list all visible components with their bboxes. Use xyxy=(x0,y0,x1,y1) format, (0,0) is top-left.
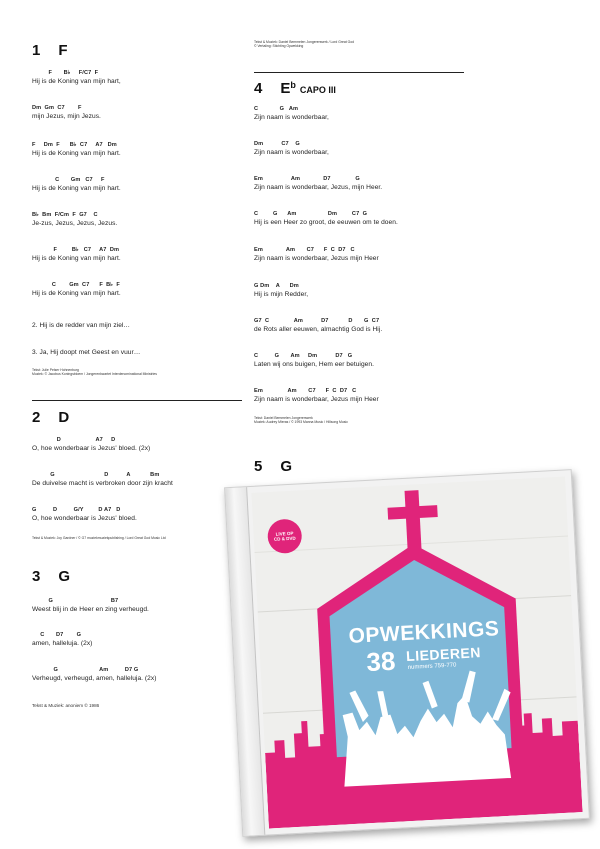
song-2-lyric: De duivelse macht is verbroken door zijn kracht xyxy=(32,480,173,487)
song-4-lyric: Zijn naam is wonderbaar, xyxy=(254,149,329,156)
song-4-number: 4 xyxy=(254,80,263,97)
song-4-lyric: Zijn naam is wonderbaar, Jezus mijn Heer xyxy=(254,255,379,262)
song-1-lyric: mijn Jezus, mijn Jezus. xyxy=(32,113,101,120)
song-4-lyric: Zijn naam is wonderbaar, Jezus, mijn Heer. xyxy=(254,184,383,191)
cd-artwork xyxy=(251,476,582,828)
song-1-lyric: Hij is de Koning van mijn hart. xyxy=(32,185,121,192)
song-1-heading xyxy=(32,42,68,59)
song-3-heading xyxy=(32,568,70,585)
song-3-chords: G B7 xyxy=(32,598,119,604)
song-1-lyric: Hij is de Koning van mijn hart. xyxy=(32,255,121,262)
song-1-chords: C Gm C7 F xyxy=(32,177,105,183)
song-1-chords: F B♭ C7 A7 Dm xyxy=(32,247,120,253)
song-5-number: 5 xyxy=(254,458,263,475)
song-1-lyric: Hij is de Koning van mijn hart. xyxy=(32,150,121,157)
song-4-lyric: Hij is een Heer zo groot, de eeuwen om te doen. xyxy=(254,219,398,226)
song-4-lyric: Hij is mijn Redder, xyxy=(254,291,309,298)
song-1-lyric: Hij is de Koning van mijn hart, xyxy=(32,78,121,85)
song-1-number: 1 xyxy=(32,42,41,59)
song-2-number: 2 xyxy=(32,409,41,426)
song-4-lyric: Laten wij ons buigen, Hem eer betuigen. xyxy=(254,361,374,368)
badge-line-1: LIVE OP xyxy=(275,530,294,537)
song-5-heading xyxy=(254,458,292,475)
song-1-chords: B♭ Bm F/Cm F G7 C xyxy=(32,212,98,218)
song-3-lyric: Weest blij in de Heer en zing verheugd. xyxy=(32,606,149,613)
song-3-credit: Tekst & Muziek: anoniem © 1986 xyxy=(32,703,100,708)
divider xyxy=(254,72,464,73)
song-1-chords: F B♭ F/C7 F xyxy=(32,70,99,76)
song-4-heading xyxy=(254,80,336,97)
song-4-chords: G Dm A Dm xyxy=(254,283,299,289)
header-credit: Tekst & Muziek: Daniel Bemmelen Jongerenwerk / Lord Great God © Vertaling: Stichting Opwekking xyxy=(254,40,355,49)
song-1-chords: F Dm F B♭ C7 A7 Dm xyxy=(32,142,117,148)
song-1-chords: Dm Gm C7 F xyxy=(32,105,82,111)
song-2-lyric: O, hoe wonderbaar is Jezus' bloed. (2x) xyxy=(32,445,151,452)
cd-title: OPWEKKINGS xyxy=(348,617,500,649)
song-4-key-flat: b xyxy=(290,80,296,90)
song-2-lyric: O, hoe wonderbaar is Jezus' bloed. xyxy=(32,515,137,522)
cd-subtitle: LIEDEREN xyxy=(405,644,482,665)
song-2-credit: Tekst & Muziek: Joy Gardner / © G7 muziekmuziekpublishing / Lord Great God Music Ltd xyxy=(32,536,166,540)
song-4-chords: C G Am xyxy=(254,106,299,112)
song-3-chords: C D7 G xyxy=(32,632,82,638)
song-4-lyric: de Rots aller eeuwen, almachtig God is Hij. xyxy=(254,326,383,333)
song-4-chords: C G Am Dm C7 G xyxy=(254,211,368,217)
song-1-chords: C Gm C7 F B♭ F xyxy=(32,282,120,288)
song-3-lyric: Verheugd, verheugd, amen, halleluja. (2x) xyxy=(32,675,157,682)
song-2-key: D xyxy=(58,409,70,426)
song-1-credit: Tekst: Julie Pelser Hohnenburg Muziek: © Jacobus Koningsbloem / Jongerenkwartet Interdenominational Ministries xyxy=(32,368,157,377)
song-4-chords: G7 C Am D7 D G C7 xyxy=(254,318,380,324)
song-4-chords: Em Am C7 F C D7 C xyxy=(254,247,355,253)
song-4-chords: Dm C7 G xyxy=(254,141,300,147)
song-3-number: 3 xyxy=(32,568,41,585)
cd-cover xyxy=(224,469,590,837)
song-2-chords: D A7 D xyxy=(32,437,116,443)
song-3-chords: G Am D7 G xyxy=(32,667,139,673)
song-1-lyric: Hij is de Koning van mijn hart. xyxy=(32,290,121,297)
song-4-chords: Em Am D7 G xyxy=(254,176,360,182)
cd-range: nummers 759-770 xyxy=(407,662,457,671)
song-3-lyric: amen, halleluja. (2x) xyxy=(32,640,93,647)
cd-case xyxy=(224,469,590,837)
song-4-lyric: Zijn naam is wonderbaar, xyxy=(254,114,329,121)
song-4-lyric: Zijn naam is wonderbaar, Jezus mijn Heer xyxy=(254,396,379,403)
song-2-chords: G D G/Y D A7 D xyxy=(32,507,121,513)
song-1-verse-3: 3. Ja, Hij doopt met Geest en vuur… xyxy=(32,349,141,356)
song-1-verse-2: 2. Hij is de redder van mijn ziel… xyxy=(32,322,131,329)
song-1-key: F xyxy=(58,42,68,59)
song-4-chords: C G Am Dm D7 G xyxy=(254,353,353,359)
song-4-credit: Tekst: Daniel Bemmelen Jongerenwerk Muziek: Audrey Mieras / © 1993 Manna Music / Hillsong Music xyxy=(254,416,348,425)
song-4-chords: Em Am C7 F C D7 C xyxy=(254,388,357,394)
song-3-key: G xyxy=(58,568,71,585)
song-4-key-letter: E xyxy=(280,80,291,97)
cd-number: 38 xyxy=(365,645,397,678)
song-4-key xyxy=(280,80,336,97)
song-1-lyric: Je-zus, Jezus, Jezus, Jezus. xyxy=(32,220,118,227)
song-2-heading xyxy=(32,409,69,426)
divider xyxy=(32,400,242,401)
song-4-capo: CAPO III xyxy=(299,85,336,95)
song-5-key: G xyxy=(280,458,293,475)
badge-line-2: CD & DVD xyxy=(273,535,296,542)
song-2-chords: G D A Bm xyxy=(32,472,160,478)
